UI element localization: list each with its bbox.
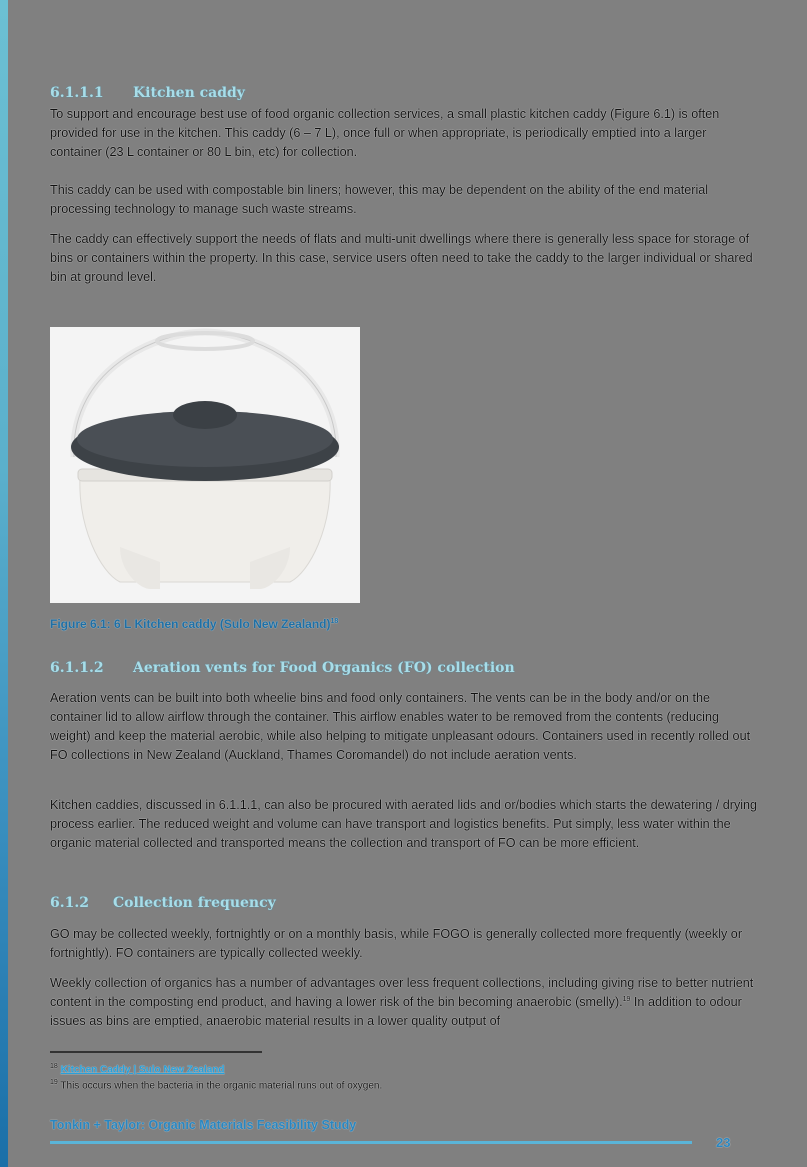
footnote-18 [50,1060,225,1077]
paragraph: Aeration vents can be built into both wheelie bins and food only containers. The vents can be in the body and/or on the container lid to allow airflow through the container. This airflow enables water to be removed from the contents (reducing weight) and keep the material aerobic, while also helping to mitigate unpleasant odours. Containers used in recently rolled out FO collections in New Zealand (Auckland, Thames Coromandel) do not include aeration vents. [50,691,751,762]
section-title: Collection frequency [113,895,276,911]
paragraph: GO may be collected weekly, fortnightly or on a monthly basis, while FOGO is generally collected more frequently (weekly or fortnightly). FO containers are typically collected weekly. [50,927,743,960]
side-accent-bar [0,0,8,1167]
heading-aeration-vents [50,660,515,676]
paragraph: To support and encourage best use of food organic collection services, a small plastic kitchen caddy (Figure 6.1) is often provided for use in the kitchen. This caddy (6 – 7 L), once full or when appropriate, is periodically emptied into a larger container (23 L container or 80 L bin, etc) for collection. [50,107,720,159]
section-number: 6.1.1.1 [50,85,104,101]
paragraph: This caddy can be used with compostable bin liners; however, this may be dependent on the ability of the end material processing technology to manage such waste streams. [50,183,709,216]
page-number: 23 [716,1135,731,1150]
footnote-number: 18 [50,1063,58,1070]
caption-footnote-ref[interactable]: 18 [330,618,339,625]
footnote-separator [50,1051,262,1053]
section-title: Aeration vents for Food Organics (FO) collection [133,660,515,676]
footnote-ref[interactable]: 19 [622,995,631,1003]
section-number: 6.1.1.2 [50,660,104,676]
footer-rule [50,1141,692,1144]
heading-kitchen-caddy [50,85,245,101]
footer-title: Tonkin + Taylor: Organic Materials Feasibility Study [50,1118,357,1132]
paragraph: Kitchen caddies, discussed in 6.1.1.1, can also be procured with aerated lids and or/bodies which starts the dewatering / drying process earlier. The reduced weight and volume can have transport and logistics benefits. Put simply, less water within the organic material collected and transported means the collection and transport of FO can be more efficient. [50,798,758,850]
figure-caption [50,617,338,631]
paragraph-text: In addition to odour issues as bins are emptied, anaerobic material results in a lower quality output of [50,995,742,1028]
caption-text: Figure 6.1: 6 L Kitchen caddy (Sulo New Zealand) [50,617,331,631]
heading-collection-frequency [50,895,276,911]
paragraph [50,974,760,1031]
section-number: 6.1.2 [50,895,89,911]
paragraph-text: Weekly collection of organics has a number of advantages over less frequent collections, including giving rise to better nutrient content in the composting end product, and having a lower risk of the bin becoming anaerobic (smelly). [50,976,754,1009]
footnote-19 [50,1076,382,1093]
kitchen-caddy-illustration [50,327,360,603]
footnote-text: This occurs when the bacteria in the organic material runs out of oxygen. [60,1080,383,1092]
kitchen-caddy-image [50,327,360,603]
footnote-number: 19 [50,1079,58,1086]
footnote-link[interactable]: Kitchen Caddy | Sulo New Zealand [60,1064,225,1076]
paragraph: The caddy can effectively support the needs of flats and multi-unit dwellings where there is generally less space for storage of bins or containers within the property. In this case, service users often need to take the caddy to the larger individual or shared bin at ground level. [50,232,753,284]
section-title: Kitchen caddy [133,85,245,101]
